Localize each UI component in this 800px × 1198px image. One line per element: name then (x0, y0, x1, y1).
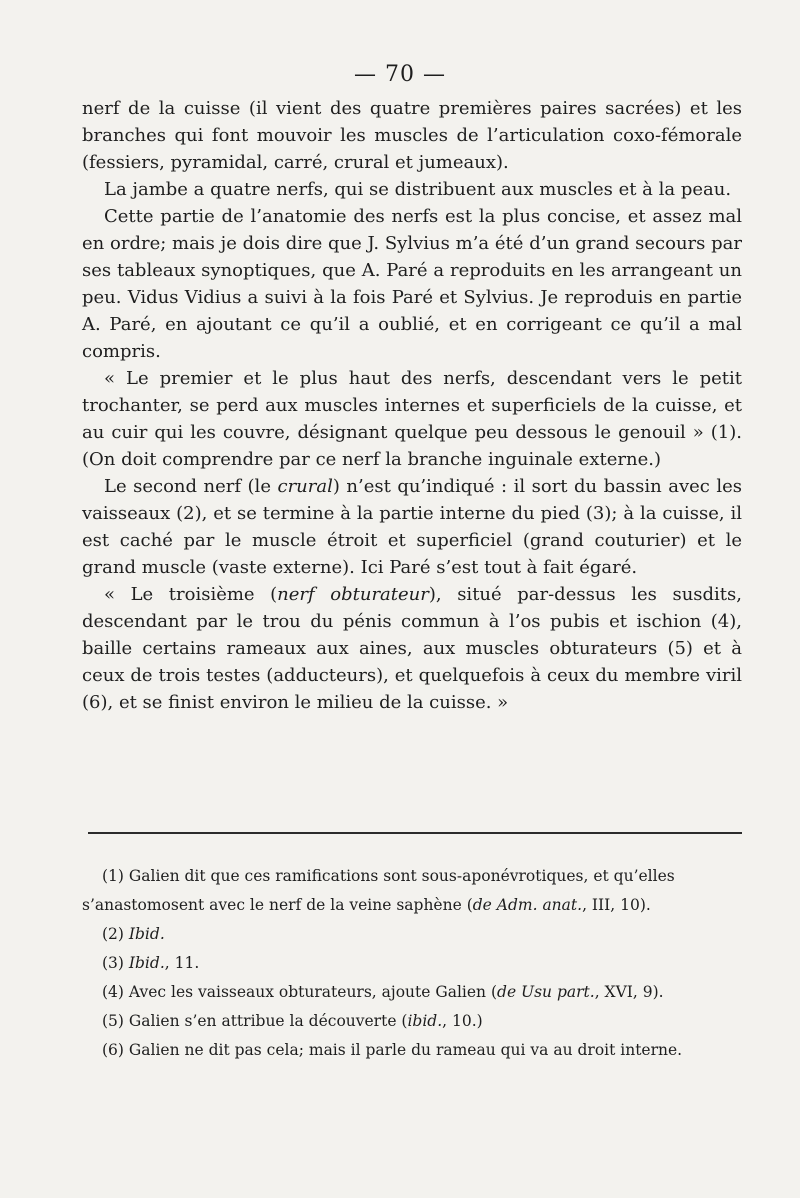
paragraph-6-text-a: « Le troisième ( (104, 584, 278, 605)
footnote-3-emphasis: Ibid. (128, 954, 165, 972)
page-number: — 70 — (354, 62, 446, 87)
paragraph-2: La jambe a quatre nerfs, qui se distribuent aux muscles et à la peau. (104, 179, 732, 200)
footnote-5-text-a: (5) Galien s’en attribue la découverte ( (102, 1012, 408, 1030)
footnote-4-text-a: (4) Avec les vaisseaux obturateurs, ajoute Galien ( (102, 983, 498, 1001)
footnotes (82, 862, 742, 1065)
footnote-4-emphasis: de Usu part. (497, 983, 595, 1001)
footnote-1-line-2 (82, 891, 742, 920)
paragraph-5-text-a: Le second nerf (le (104, 476, 278, 497)
paragraph-5-text-b: ) n’est qu’indiqué : il sort du bassin avec les vaisseaux (2), et se termine à la partie interne du pied (3); à la cuisse, il est caché par le muscle étroit et superficiel (grand couturier) et le grand muscle (vaste externe). Ici Paré s’est tout à fait égaré. (82, 476, 743, 578)
footnote-1-text-b: , III, 10). (582, 896, 651, 914)
paragraph-1: nerf de la cuisse (il vient des quatre premières paires sacrées) et les branches qui font mouvoir les muscles de l’articulation coxo-fémorale (fessiers, pyramidal, carré, crural et jumeaux). (82, 98, 742, 173)
footnote-1-text-a: s’anastomosent avec le nerf de la veine saphène ( (82, 896, 473, 914)
footnote-2 (102, 920, 742, 949)
paragraph-5-emphasis: crural (277, 476, 333, 497)
footnote-5-text-b: , 10.) (442, 1012, 483, 1030)
body-text (82, 95, 742, 716)
footnote-3-text-a: (3) (102, 954, 129, 972)
footnote-1-emphasis: de Adm. anat. (472, 896, 583, 914)
paragraph-6 (82, 581, 742, 716)
paragraph-5 (82, 473, 742, 581)
paragraph-3: Cette partie de l’anatomie des nerfs est la plus concise, et assez mal en ordre; mais je dois dire que J. Sylvius m’a été d’un grand secours par ses tableaux synoptiques, que A. Paré a reproduits en les arrangeant un peu. Vidus Vidius a suivi à la fois Paré et Sylvius. Je reproduis en partie A. Paré, en ajoutant ce qu’il a oublié, et en corrigeant ce qu’il a mal compris. (82, 206, 742, 362)
footnote-2-emphasis: Ibid. (128, 925, 165, 943)
footnote-5-emphasis: ibid. (407, 1012, 443, 1030)
footnote-4-text-b: , XVI, 9). (594, 983, 664, 1001)
footnote-3-text-b: , 11. (164, 954, 200, 972)
footnote-1-line-1: (1) Galien dit que ces ramifications sont sous-aponévrotiques, et qu’elles (102, 867, 675, 885)
footnote-4 (102, 978, 742, 1007)
footnote-3 (102, 949, 742, 978)
paragraph-6-emphasis: nerf obturateur (277, 584, 429, 605)
paragraph-4: « Le premier et le plus haut des nerfs, descendant vers le petit trochanter, se perd aux muscles internes et superficiels de la cuisse, et au cuir qui les couvre, désignant quelque peu dessous le genouil » (1). (On doit comprendre par ce nerf la branche inguinale externe.) (82, 368, 742, 470)
footnote-divider (88, 832, 742, 834)
footnote-5 (102, 1007, 742, 1036)
paragraph-6-text-b: ), situé par-dessus les susdits, descendant par le trou du pénis commun à l’os pubis et ischion (4), baille certains rameaux aux aines, aux muscles obturateurs (5) et à ceux de trois testes (adducteurs), et quelquefois à ceux du membre viril (6), et se finist environ le milieu de la cuisse. » (82, 584, 742, 713)
footnote-2-text-a: (2) (102, 925, 129, 943)
footnote-6: (6) Galien ne dit pas cela; mais il parle du rameau qui va au droit interne. (102, 1041, 683, 1059)
